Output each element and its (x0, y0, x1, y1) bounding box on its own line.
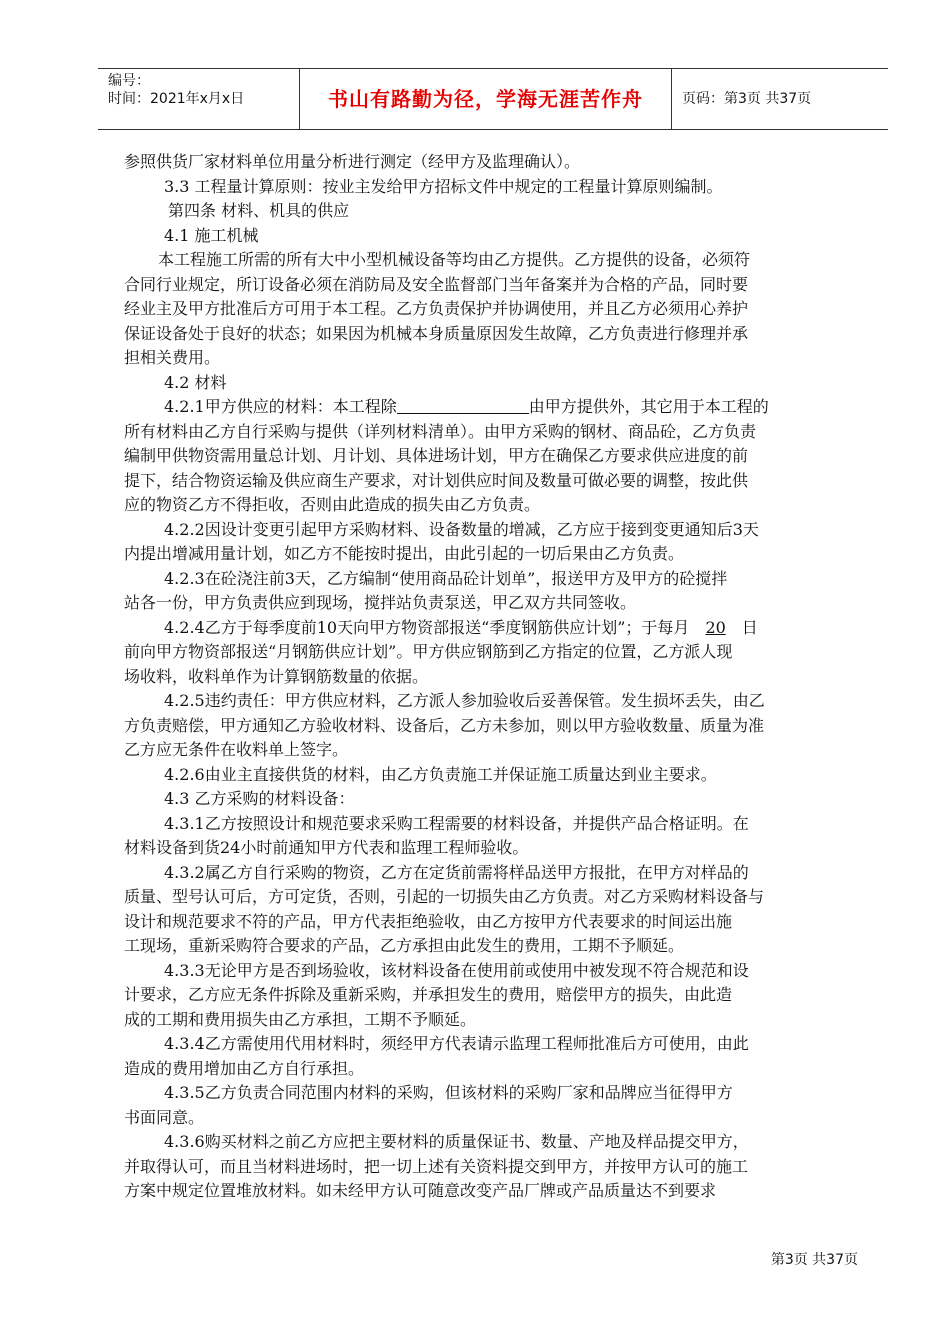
document-time: 时间：2021年x月x日 (108, 91, 245, 107)
paragraph-line: 4.2.5违约责任：甲方供应材料，乙方派人参加验收后妥善保管。发生损坏丢失，由乙 (164, 691, 765, 710)
paragraph-line: 书面同意。 (124, 1107, 205, 1127)
paragraph-line: 本工程施工所需的所有大中小型机械设备等均由乙方提供。乙方提供的设备，必须符 (158, 250, 751, 269)
document-number-label: 编号： (108, 73, 150, 89)
paragraph-line: 参照供货厂家材料单位用量分析进行测定（经甲方及监理确认）。 (124, 152, 581, 171)
subsection-heading: 4.3 乙方采购的材料设备： (164, 789, 355, 808)
fill-in-blank (397, 395, 529, 414)
paragraph-line: 造成的费用增加由乙方自行承担。 (124, 1058, 365, 1078)
paragraph-line: 站各一份，甲方负责供应到现场，搅拌站负责泵送，甲乙双方共同签收。 (124, 593, 637, 612)
paragraph-line: 4.2.3在砼浇注前3天，乙方编制“使用商品砼计划单”，报送甲方及甲方的砼搅拌 (164, 568, 728, 588)
subsection-heading: 4.1 施工机械 (164, 225, 259, 245)
paragraph-line: 方负责赔偿，甲方通知乙方验收材料、设备后，乙方未参加，则以甲方验收数量、质量为准 (124, 715, 765, 735)
paragraph-line: 并取得认可，而且当材料进场时，把一切上述有关资料提交到甲方，并按甲方认可的施工 (124, 1156, 749, 1176)
paragraph-line: 保证设备处于良好的状态；如果因为机械本身质量原因发生故障，乙方负责进行修理并承 (124, 323, 749, 343)
paragraph-line: 担相关费用。 (124, 348, 221, 367)
paragraph-line: 4.3.2属乙方自行采购的物资，乙方在定货前需将样品送甲方报批，在甲方对样品的 (164, 862, 749, 882)
paragraph-line (124, 616, 864, 641)
paragraph-line: 计要求，乙方应无条件拆除及重新采购，并承担发生的费用，赔偿甲方的损失，由此造 (124, 985, 733, 1004)
document-body (124, 150, 864, 1204)
paragraph-line: 前向甲方物资部报送“月钢筋供应计划”。甲方供应钢筋到乙方指定的位置，乙方派人现 (124, 642, 733, 661)
paragraph-line: 乙方应无条件在收料单上签字。 (124, 740, 349, 759)
paragraph-line: 应的物资乙方不得拒收，否则由此造成的损失由乙方负责。 (124, 495, 541, 514)
paragraph-line: 4.3.5乙方负责合同范围内材料的采购，但该材料的采购厂家和品牌应当征得甲方 (164, 1083, 733, 1102)
paragraph-line: 经业主及甲方批准后方可用于本工程。乙方负责保护并协调使用，并且乙方必须用心养护 (124, 299, 749, 318)
paragraph-line: 成的工期和费用损失由乙方承担，工期不予顺延。 (124, 1009, 477, 1029)
paragraph-line: 编制甲供物资需用量总计划、月计划、具体进场计划，甲方在确保乙方要求供应进度的前 (124, 446, 749, 465)
paragraph-line: 4.3.6购买材料之前乙方应把主要材料的质量保证书、数量、产地及样品提交甲方， (164, 1132, 749, 1151)
paragraph-line: 3.3 工程量计算原则：按业主发给甲方招标文件中规定的工程量计算原则编制。 (164, 176, 723, 196)
paragraph-line: 所有材料由乙方自行采购与提供（详列材料清单）。由甲方采购的钢材、商品砼，乙方负责 (124, 421, 757, 441)
paragraph-line: 4.3.4乙方需使用代用材料时，须经甲方代表请示监理工程师批准后方可使用，由此 (164, 1034, 749, 1053)
header-meta (98, 69, 300, 129)
paragraph-line: 场收料，收料单作为计算钢筋数量的依据。 (124, 666, 429, 686)
clause-text: 4.2.4乙方于每季度前10天向甲方物资部报送“季度钢筋供应计划”；于每月 (164, 617, 690, 637)
clause-text: 由甲方提供外，其它用于本工程的 (528, 397, 769, 416)
filled-day-value: 20 (705, 617, 726, 637)
paragraph-line: 设计和规范要求不符的产品，甲方代表拒绝验收，由乙方按甲方代表要求的时间运出施 (124, 911, 733, 931)
clause-text: 日 (741, 617, 758, 637)
header-motto: 书山有路勤为径，学海无涯苦作舟 (300, 69, 672, 129)
paragraph-line: 4.3.3无论甲方是否到场验收，该材料设备在使用前或使用中被发现不符合规范和设 (164, 960, 749, 980)
paragraph-line: 4.2.2因设计变更引起甲方采购材料、设备数量的增减，乙方应于接到变更通知后3天 (164, 519, 759, 539)
paragraph-line (124, 395, 864, 420)
paragraph-line: 提下，结合物资运输及供应商生产要求，对计划供应时间及数量可做必要的调整，按此供 (124, 470, 749, 490)
paragraph-line: 内提出增减用量计划，如乙方不能按时提出，由此引起的一切后果由乙方负责。 (124, 544, 685, 563)
clause-text: 4.2.1甲方供应的材料：本工程除 (164, 397, 397, 416)
paragraph-line: 4.2.6由业主直接供货的材料，由乙方负责施工并保证施工质量达到业主要求。 (164, 764, 717, 784)
paragraph-line: 合同行业规定，所订设备必须在消防局及安全监督部门当年备案并为合格的产品，同时要 (124, 274, 749, 294)
paragraph-line: 材料设备到货24小时前通知甲方代表和监理工程师验收。 (124, 838, 529, 857)
page-footer-number: 第3页 共37页 (770, 1252, 858, 1268)
paragraph-line: 工现场，重新采购符合要求的产品，乙方承担由此发生的费用，工期不予顺延。 (124, 936, 685, 955)
paragraph-line: 4.3.1乙方按照设计和规范要求采购工程需要的材料设备，并提供产品合格证明。在 (164, 813, 749, 833)
paragraph-line: 方案中规定位置堆放材料。如未经甲方认可随意改变产品厂牌或产品质量达不到要求 (124, 1181, 717, 1200)
header-page-info: 页码：第3页 共37页 (682, 91, 812, 107)
page-header (98, 68, 888, 130)
subsection-heading: 4.2 材料 (164, 372, 227, 392)
section-heading: 第四条 材料、机具的供应 (168, 201, 350, 220)
paragraph-line: 质量、型号认可后，方可定货，否则，引起的一切损失由乙方负责。对乙方采购材料设备与 (124, 887, 765, 906)
